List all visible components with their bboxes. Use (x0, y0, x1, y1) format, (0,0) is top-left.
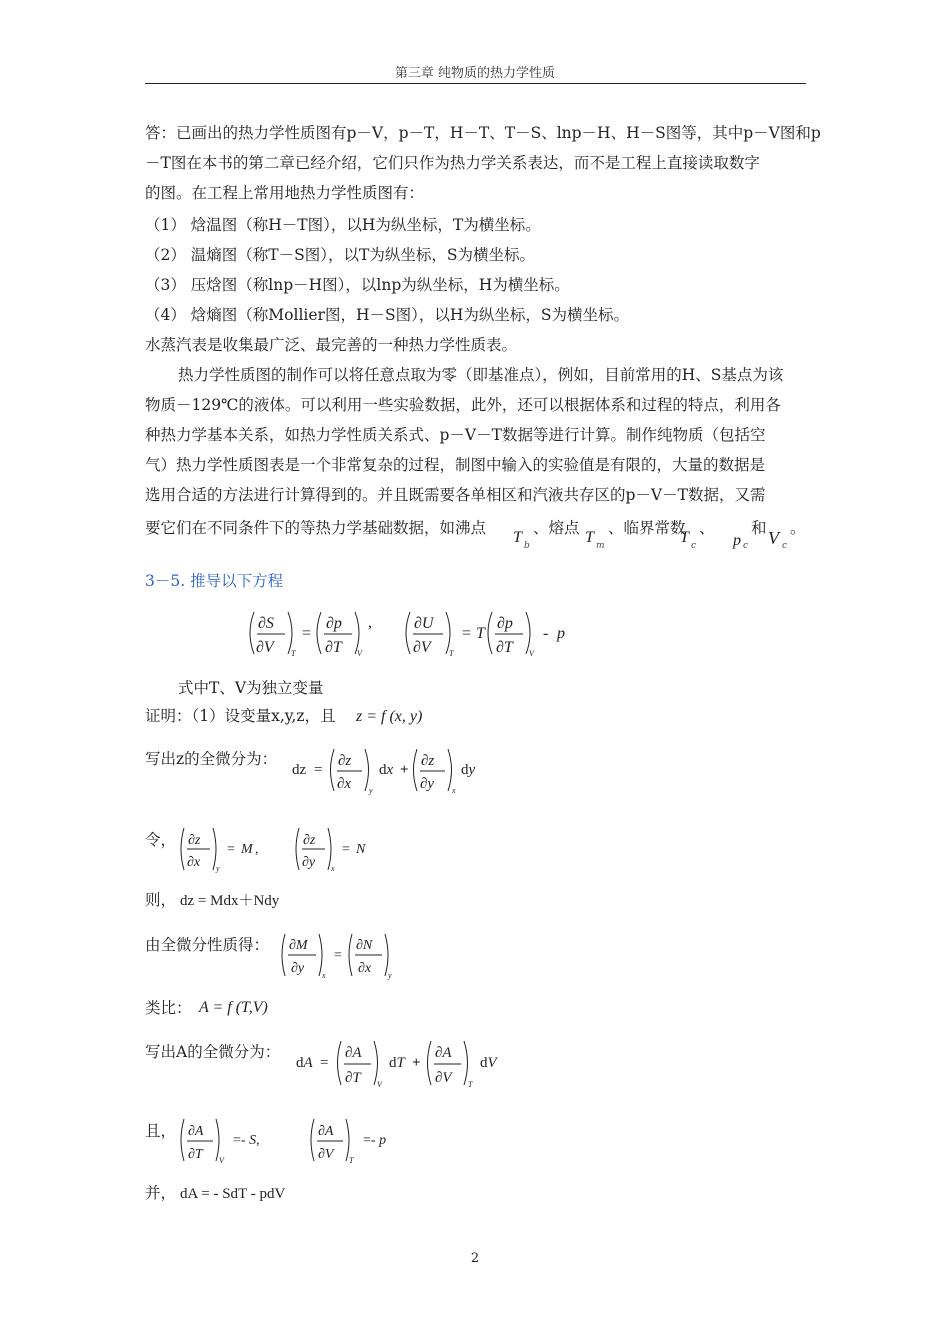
svg-text:M: M (241, 842, 253, 857)
svg-text:y: y (369, 786, 373, 795)
maxwell-equations (240, 605, 600, 661)
total-differential-a-label: 写出A的全微分为： (145, 1043, 281, 1061)
svg-text:∂T: ∂T (496, 639, 513, 656)
then-label: 则， (145, 891, 177, 909)
header-divider (145, 83, 806, 84)
text-and: 和 (751, 519, 767, 537)
svg-text:+: + (412, 1055, 421, 1071)
svg-text:∂z: ∂z (188, 833, 201, 848)
svg-text:∂A: ∂A (345, 1045, 362, 1061)
text-melting-point: 、熔点 (533, 519, 580, 537)
svg-text:=: = (342, 842, 350, 857)
svg-text:,: , (368, 614, 372, 631)
svg-text:=: = (302, 625, 312, 642)
answer-line-2: －T图在本书的第二章已经介绍，它们只作为热力学关系表达，而不是工程上直接读取数字 (145, 154, 760, 172)
svg-text:dA: dA (296, 1055, 313, 1071)
svg-text:∂T: ∂T (345, 1070, 361, 1086)
text-separator: 、 (699, 519, 715, 537)
svg-text:x: x (331, 864, 335, 873)
svg-text:-: - (543, 625, 549, 642)
total-differential-z-eq (290, 745, 490, 797)
svg-text:∂y: ∂y (302, 855, 316, 870)
function-a-tv: A = f (T,V) (199, 999, 268, 1016)
svg-text:∂z: ∂z (421, 753, 435, 769)
svg-text:∂x: ∂x (187, 855, 201, 870)
problem-title: 3－5. 推导以下方程 (145, 572, 284, 590)
para2-line-5: 选用合适的方法进行计算得到的。并且既需要各单相区和汽液共存区的p－V－T数据，又需 (145, 486, 766, 504)
para2-line-2: 物质－129℃的液体。可以利用一些实验数据，此外，还可以根据体系和过程的特点，利用各 (145, 396, 781, 414)
svg-text:∂U: ∂U (414, 615, 434, 632)
svg-text:∂V: ∂V (435, 1070, 452, 1086)
svg-text:,: , (255, 842, 259, 857)
symbol-boiling-temp: T b (513, 529, 530, 551)
svg-text:∂M: ∂M (289, 938, 308, 953)
svg-text:=- p: =- p (363, 1133, 387, 1148)
svg-text:T: T (468, 1080, 473, 1089)
svg-text:dz: dz (292, 762, 307, 778)
svg-text:∂V: ∂V (318, 1147, 334, 1162)
running-header: 第三章 纯物质的热力学性质 (394, 66, 556, 81)
union-label: 并， (145, 1184, 177, 1202)
page-number: 2 (470, 1251, 480, 1266)
svg-text:=: = (227, 842, 235, 857)
svg-text:dV: dV (480, 1055, 497, 1071)
partial-derivatives-of-a (175, 1115, 415, 1167)
svg-text:∂T: ∂T (325, 639, 342, 656)
svg-text:∂A: ∂A (188, 1124, 204, 1139)
property-label: 由全微分性质得： (145, 936, 270, 954)
total-differential-a-eq (294, 1037, 514, 1093)
chart-list-item-2: （2） 温熵图（称T－S图），以T为纵坐标，S为横坐标。 (145, 246, 535, 264)
chart-list-item-4: （4） 焓熵图（称Mollier图，H－S图），以H为纵坐标，S为横坐标。 (145, 306, 629, 324)
svg-text:+: + (400, 762, 409, 778)
svg-text:=- S,: =- S, (233, 1133, 260, 1148)
svg-text:dx: dx (379, 762, 394, 778)
svg-text:∂S: ∂S (258, 615, 274, 632)
svg-text:p: p (557, 625, 565, 642)
svg-text:V: V (529, 649, 534, 658)
text-period: 。 (790, 519, 806, 537)
function-z-xy: z = f (x, y) (356, 708, 423, 725)
svg-text:∂z: ∂z (303, 833, 316, 848)
svg-text:V: V (357, 649, 362, 658)
symbol-critical-temp: T c (680, 529, 697, 551)
analogy-label: 类比： (145, 999, 192, 1017)
svg-text:∂x: ∂x (337, 776, 352, 792)
svg-text:∂y: ∂y (291, 961, 305, 976)
para2-line-4: 气）热力学性质图表是一个非常复杂的过程，制图中输入的实验值是有限的，大量的数据是 (145, 456, 766, 474)
svg-text:T: T (476, 625, 485, 642)
svg-text:dT: dT (389, 1055, 405, 1071)
symbol-critical-volume: V c (768, 528, 788, 551)
svg-text:=: = (314, 762, 323, 778)
svg-text:T: T (449, 649, 454, 658)
symbol-critical-pressure: p c (733, 532, 749, 551)
svg-text:∂y: ∂y (420, 776, 435, 792)
svg-text:∂x: ∂x (358, 961, 372, 976)
svg-text:∂N: ∂N (356, 938, 373, 953)
let-label: 令， (145, 831, 177, 849)
svg-text:=: = (334, 948, 342, 963)
answer-line-3: 的图。在工程上常用地热力学性质图有： (145, 184, 425, 202)
svg-text:V: V (219, 1156, 224, 1165)
symbol-melting-temp: T m (585, 529, 605, 551)
svg-text:∂z: ∂z (338, 753, 352, 769)
svg-text:x: x (452, 786, 456, 795)
differential-mn: dz = Mdx＋Ndy (180, 893, 280, 909)
svg-text:∂A: ∂A (318, 1124, 334, 1139)
total-differential-z-label: 写出z的全微分为： (145, 750, 278, 768)
cross-derivative-equality (276, 930, 416, 982)
svg-text:N: N (356, 842, 366, 857)
svg-text:∂p: ∂p (326, 615, 342, 632)
svg-text:T: T (349, 1156, 354, 1165)
chart-list-item-3: （3） 压焓图（称lnp－H图），以lnp为纵坐标，H为横坐标。 (145, 276, 570, 294)
proof-step-1: 证明：（1）设变量x,y,z，且 (145, 707, 336, 725)
para2-line-1: 热力学性质图的制作可以将任意点取为零（即基准点），例如，目前常用的H、S基点为该 (178, 366, 784, 384)
svg-text:∂A: ∂A (435, 1045, 452, 1061)
svg-text:∂V: ∂V (413, 639, 431, 656)
independent-variables-note: 式中T、V为独立变量 (178, 679, 324, 697)
para2-line-6 (145, 521, 486, 537)
let-definitions (175, 825, 395, 875)
and-label: 且， (145, 1122, 177, 1140)
svg-text:y: y (216, 864, 220, 873)
differential-a-result: dA = - SdT - pdV (180, 1186, 286, 1202)
steam-table-line: 水蒸汽表是收集最广泛、最完善的一种热力学性质表。 (145, 336, 518, 354)
svg-text:∂p: ∂p (497, 615, 513, 632)
answer-line-1: 答：已画出的热力学性质图有p－V，p－T，H－T、T－S、lnp－H、H－S图等，其中p－V图和p (145, 124, 821, 142)
svg-text:=: = (320, 1055, 329, 1071)
chart-list-item-1: （1） 焓温图（称H－T图），以H为纵坐标，T为横坐标。 (145, 216, 541, 234)
svg-text:T: T (291, 649, 296, 658)
text-boiling-point: 要它们在不同条件下的等热力学基础数据，如沸点 (145, 519, 487, 537)
svg-text:∂T: ∂T (188, 1147, 203, 1162)
text-critical-constants: 、临界常数 (608, 519, 686, 537)
svg-text:dy: dy (461, 762, 476, 778)
svg-text:x: x (322, 971, 326, 980)
svg-text:y: y (388, 971, 392, 980)
svg-text:=: = (462, 625, 472, 642)
para2-line-3: 种热力学基本关系，如热力学性质关系式、p－V－T数据等进行计算。制作纯物质（包括空 (145, 426, 766, 444)
svg-text:V: V (377, 1080, 382, 1089)
svg-text:∂V: ∂V (256, 639, 274, 656)
